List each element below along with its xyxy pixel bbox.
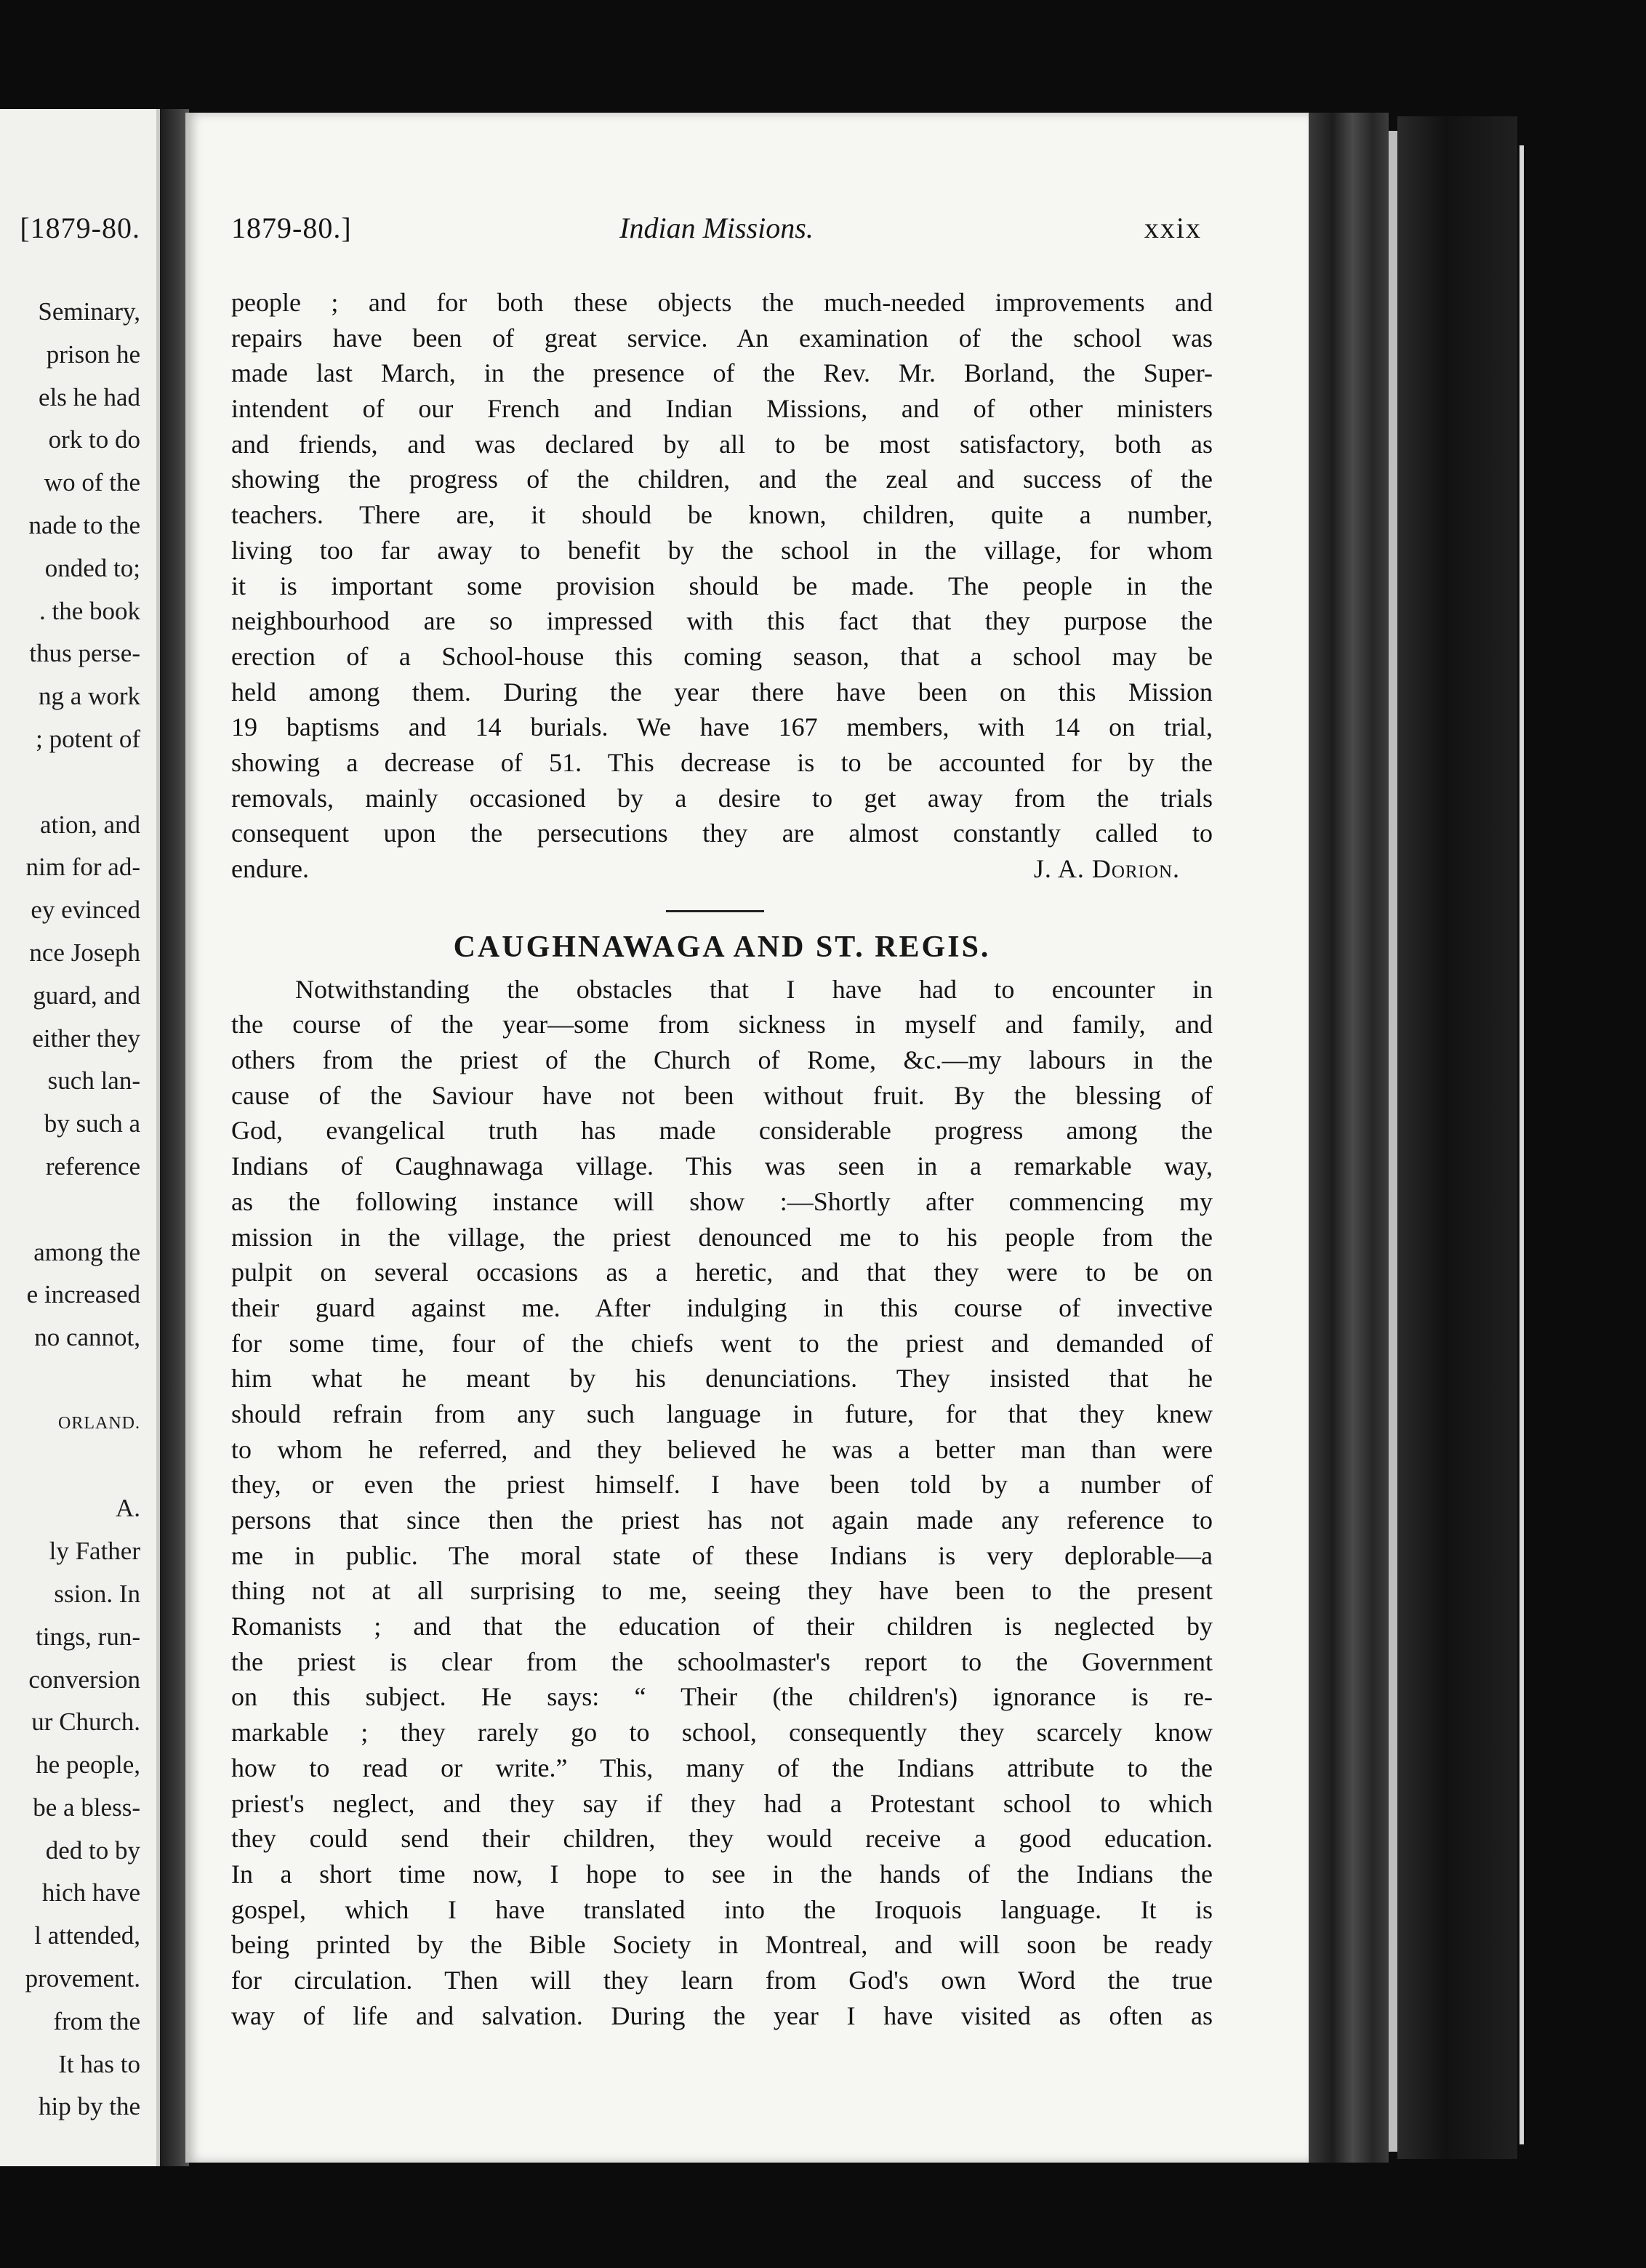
text-line: on this subject. He says: “ Their (the children's) ignorance is re- (231, 1682, 1213, 1712)
signature-line (231, 851, 1213, 887)
left-text-line: no cannot, (34, 1323, 140, 1352)
left-text-line: such lan- (47, 1066, 140, 1095)
text-line: for circulation. Then will they learn from God's own Word the true (231, 1965, 1213, 1995)
left-text-line: l attended, (34, 1921, 140, 1950)
text-line: for some time, four of the chiefs went to the priest and demanded of (231, 1328, 1213, 1358)
left-text-line: from the (53, 2006, 140, 2035)
paragraph-caughnawaga (231, 972, 1213, 2034)
text-line: mission in the village, the priest denounced me to his people from the (231, 1222, 1213, 1252)
left-text-line: nim for ad- (25, 853, 140, 882)
left-text-line: ng a work (39, 682, 140, 711)
book-gutter (160, 109, 189, 2166)
text-line: as the following instance will show :—Shortly after commencing my (231, 1186, 1213, 1216)
section-heading: CAUGHNAWAGA AND ST. REGIS. (453, 930, 991, 964)
left-text-line: tings, run- (36, 1622, 140, 1651)
text-line: held among them. During the year there have been on this Mission (231, 677, 1213, 707)
left-text-line: hich have (41, 1878, 140, 1907)
left-text-line: be a bless- (33, 1793, 140, 1822)
left-text-line: thus perse- (29, 639, 140, 668)
text-line: Notwithstanding the obstacles that I have had to encounter in (295, 974, 1213, 1004)
left-text-line: nce Joseph (29, 938, 140, 967)
section-divider (666, 910, 764, 912)
text-line: pulpit on several occasions as a heretic, and that they were to be on (231, 1258, 1213, 1287)
left-text-line: ation, and (39, 810, 140, 839)
left-text-line: by such a (44, 1109, 140, 1138)
text-line: showing the progress of the children, and the zeal and success of the (231, 465, 1213, 494)
left-text-line: ork to do (48, 425, 140, 454)
text-line: neighbourhood are so impressed with this fact that they purpose the (231, 606, 1213, 636)
text-line: how to read or write.” This, many of the Indians attribute to the (231, 1753, 1213, 1782)
left-text-line: wo of the (44, 468, 140, 497)
left-text-line: hip by the (39, 2092, 140, 2121)
text-line: In a short time now, I hope to see in the hands of the Indians the (231, 1859, 1213, 1889)
author-signature: J. A. Dorion. (1033, 854, 1180, 883)
left-text-line: nade to the (28, 510, 140, 539)
left-text-line: ey evinced (31, 896, 140, 925)
cover-edge-line (1519, 145, 1524, 2144)
left-text-line (0, 1445, 140, 1488)
text-line: him what he meant by his denunciations. They insisted that he (231, 1364, 1213, 1394)
left-text-line: onded to; (44, 553, 140, 582)
left-text-line: e increased (26, 1280, 140, 1309)
page-body (231, 285, 1213, 2033)
left-text-line: ORLAND. (58, 1413, 140, 1433)
text-line: thing not at all surprising to me, seeing they have been to the present (231, 1576, 1213, 1606)
text-line: God, evangelical truth has made considerable progress among the (231, 1116, 1213, 1146)
text-line: persons that since then the priest has not again made any reference to (231, 1505, 1213, 1535)
facing-page-left (0, 109, 160, 2166)
left-text-line: A. (115, 1494, 140, 1523)
left-text-line: ded to by (45, 1835, 140, 1865)
page-edges (1309, 113, 1389, 2163)
paragraph-dorion-report (231, 285, 1213, 851)
text-line: cause of the Saviour have not been without fruit. By the blessing of (231, 1080, 1213, 1110)
text-line: intendent of our French and Indian Missions, and of other ministers (231, 394, 1213, 424)
text-line: erection of a School-house this coming season, that a school may be (231, 641, 1213, 671)
text-line: to whom he referred, and they believed he was a better man than were (231, 1434, 1213, 1464)
left-text-line: provement. (25, 1964, 140, 1993)
text-line: markable ; they rarely go to school, consequently they scarcely know (231, 1718, 1213, 1748)
header-year: 1879-80.] (231, 212, 352, 244)
left-text-line (0, 761, 140, 804)
left-text-line: ur Church. (31, 1708, 140, 1737)
left-text-line: conversion (28, 1665, 140, 1694)
text-line: their guard against me. After indulging in this course of invective (231, 1292, 1213, 1322)
text-line: gospel, which I have translated into the Iroquois language. It is (231, 1894, 1213, 1924)
text-line: living too far away to benefit by the school in the village, for whom (231, 535, 1213, 565)
left-text-line: either they (32, 1024, 140, 1053)
text-line: removals, mainly occasioned by a desire to get away from the trials (231, 783, 1213, 813)
left-text-line: Seminary, (38, 297, 140, 326)
book-cover-shadow (1397, 116, 1517, 2159)
running-header (231, 211, 1202, 254)
text-line: people ; and for both these objects the much-needed improvements and (231, 288, 1213, 317)
text-line: Romanists ; and that the education of their children is neglected by (231, 1612, 1213, 1641)
left-text-line: he people, (36, 1750, 140, 1780)
left-text-line: prison he (46, 339, 140, 369)
left-text-line: It has to (58, 2049, 140, 2078)
text-line: the priest is clear from the schoolmaster's report to the Government (231, 1646, 1213, 1676)
text-line: way of life and salvation. During the year I have visited as often as (231, 2000, 1213, 2030)
text-line: should refrain from any such language in future, for that they knew (231, 1399, 1213, 1428)
page-edge-highlight (1389, 131, 1397, 2152)
text-line: priest's neglect, and they say if they had a Protestant school to which (231, 1788, 1213, 1818)
text-line: me in public. The moral state of these Indians is very deplorable—a (231, 1540, 1213, 1570)
left-text-line: els he had (39, 382, 140, 411)
text-line: the course of the year—some from sickness in myself and family, and (231, 1010, 1213, 1040)
left-text-line: among the (33, 1237, 140, 1266)
text-line: made last March, in the presence of the Rev. Mr. Borland, the Super- (231, 358, 1213, 388)
left-text-line: ; potent of (36, 724, 140, 753)
page-number: xxix (1144, 212, 1202, 244)
text-line: 19 baptisms and 14 burials. We have 167 members, with 14 on trial, (231, 712, 1213, 742)
left-page-header: [1879-80. (20, 212, 140, 244)
text-line: teachers. There are, it should be known, children, quite a number, (231, 500, 1213, 530)
text-line: and friends, and was declared by all to be most satisfactory, both as (231, 429, 1213, 459)
left-text-line: ly Father (49, 1537, 140, 1566)
header-title: Indian Missions. (619, 212, 814, 244)
text-line: others from the priest of the Church of Rome, &c.—my labours in the (231, 1045, 1213, 1075)
text-line: they, or even the priest himself. I have been told by a number of (231, 1470, 1213, 1500)
left-page-text (0, 291, 140, 2128)
text-line: Indians of Caughnawaga village. This was seen in a remarkable way, (231, 1151, 1213, 1181)
left-text-line: reference (45, 1151, 140, 1181)
left-text-line (0, 1359, 140, 1402)
left-text-line: guard, and (33, 981, 140, 1010)
paragraph-end-word: endure. (231, 854, 309, 883)
text-line: repairs have been of great service. An examination of the school was (231, 323, 1213, 353)
text-line: showing a decrease of 51. This decrease is to be accounted for by the (231, 747, 1213, 777)
text-line: consequent upon the persecutions they are almost constantly called to (231, 819, 1213, 848)
left-text-line (0, 1189, 140, 1231)
text-line: it is important some provision should be made. The people in the (231, 571, 1213, 600)
text-line: they could send their children, they would receive a good education. (231, 1824, 1213, 1854)
left-text-line: ssion. In (54, 1579, 140, 1608)
left-text-line: . the book (39, 596, 140, 625)
text-line: being printed by the Bible Society in Montreal, and will soon be ready (231, 1930, 1213, 1960)
